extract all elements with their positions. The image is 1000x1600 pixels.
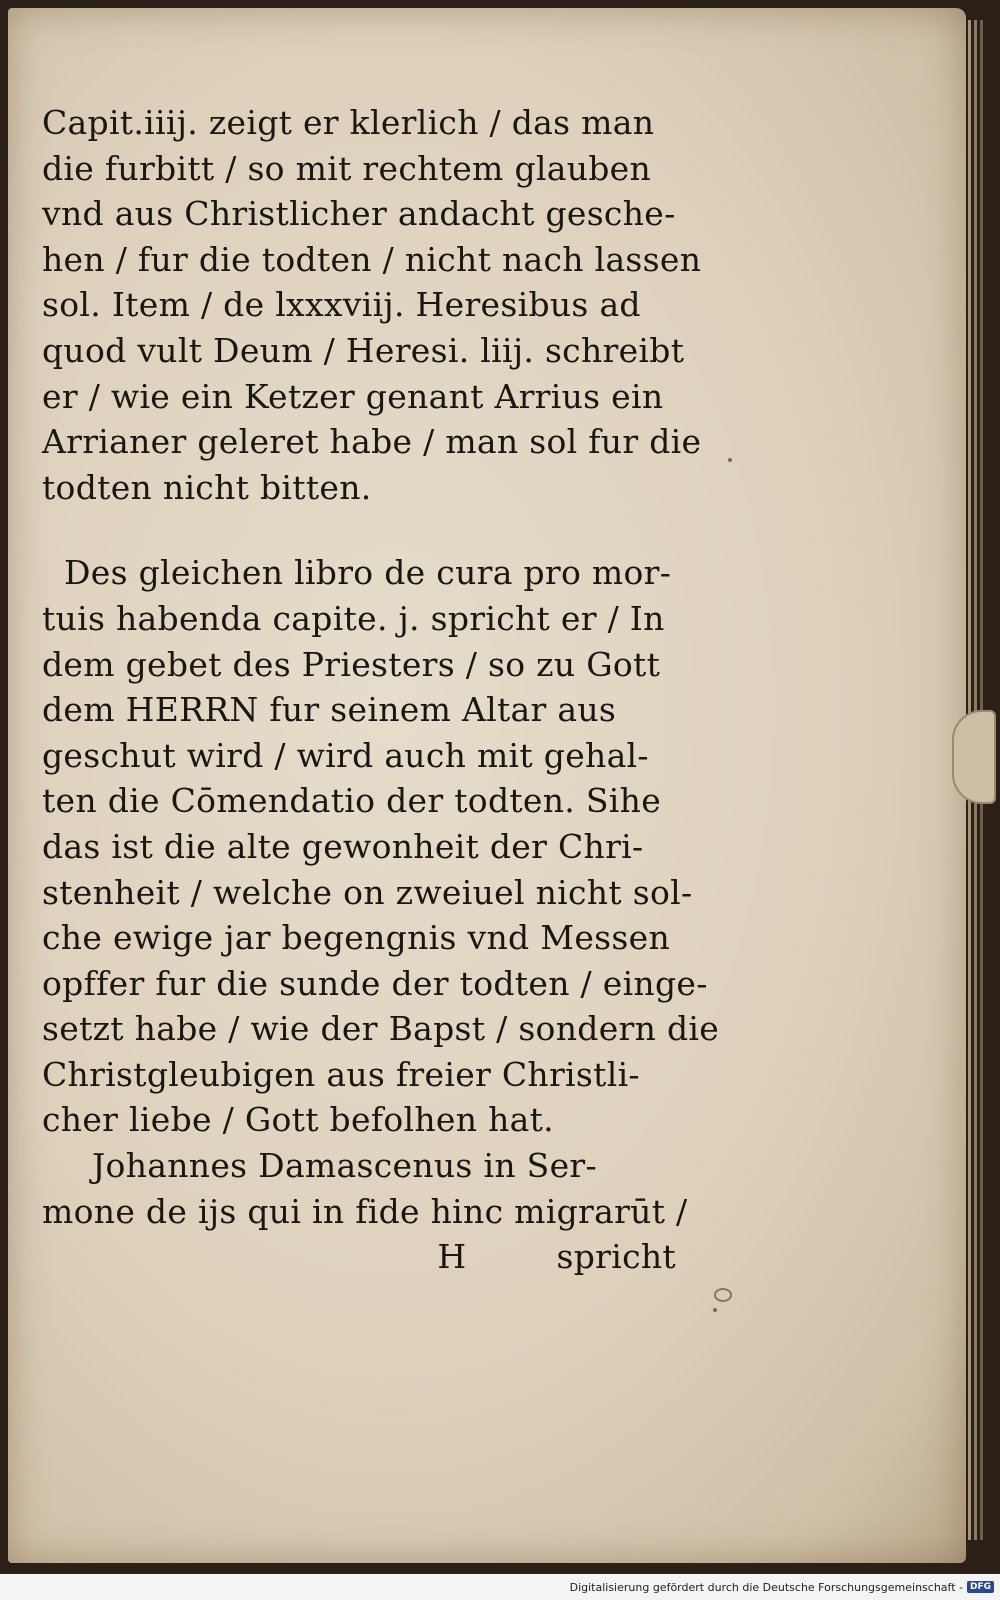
- paragraph-1: [42, 100, 702, 510]
- page-tab-marker: [952, 710, 996, 804]
- paper-speck: [713, 1308, 717, 1312]
- paper-speck: [728, 458, 732, 462]
- paragraph-3: [42, 1143, 702, 1234]
- paragraph-gap: [42, 510, 702, 550]
- text-line: Des gleichen libro de cura pro mor-: [64, 553, 672, 593]
- page-text: [42, 100, 720, 1280]
- paragraph-2: [42, 550, 720, 1143]
- text-line: cher liebe / Gott befolhen hat.: [42, 1100, 554, 1140]
- text-line: dem gebet des Priesters / so zu Gott: [42, 644, 661, 684]
- text-line: Johannes Damascenus in Ser-: [92, 1146, 597, 1186]
- text-line: ten die Cōmendatio der todten. Sihe: [42, 781, 662, 821]
- signature-mark: H: [437, 1237, 467, 1277]
- text-line: setzt habe / wie der Bapst / sondern die: [42, 1009, 720, 1049]
- paper-speck: [714, 1288, 732, 1302]
- dfg-logo-icon: DFG: [967, 1581, 994, 1593]
- digitization-footer: [0, 1574, 1000, 1600]
- catchword: spricht: [556, 1237, 676, 1277]
- text-line: todten nicht bitten.: [42, 467, 372, 507]
- text-line: stenheit / welche on zweiuel nicht sol-: [42, 872, 693, 912]
- text-line: opffer fur die sunde der todten / einge-: [42, 963, 708, 1003]
- text-line: Christgleubigen aus freier Christli-: [42, 1054, 640, 1094]
- text-line: quod vult Deum / Heresi. liij. schreibt: [42, 330, 685, 370]
- text-line: Arrianer geleret habe / man sol fur die: [42, 422, 702, 462]
- text-line: tuis habenda capite. j. spricht er / In: [42, 598, 665, 638]
- text-line: sol. Item / de lxxxviij. Heresibus ad: [42, 285, 641, 325]
- text-line: dem HERRN fur seinem Altar aus: [42, 690, 617, 730]
- text-line: das ist die alte gewonheit der Chri-: [42, 826, 644, 866]
- footer-credit: Digitalisierung gefördert durch die Deutsche Forschungsgemeinschaft -: [569, 1580, 963, 1594]
- text-line: hen / fur die todten / nicht nach lassen: [42, 239, 702, 279]
- text-line: er / wie ein Ketzer genant Arrius ein: [42, 376, 664, 416]
- text-line: Capit.iiij. zeigt er klerlich / das man: [42, 103, 655, 142]
- text-line: die furbitt / so mit rechtem glauben: [42, 148, 652, 188]
- text-line: vnd aus Christlicher andacht gesche-: [42, 194, 676, 234]
- catchword-line: [42, 1234, 702, 1280]
- text-line: mone de ijs qui in fide hinc migrarūt /: [42, 1191, 688, 1231]
- text-line: geschut wird / wird auch mit gehal-: [42, 735, 649, 775]
- text-line: che ewige jar begengnis vnd Messen: [42, 918, 670, 958]
